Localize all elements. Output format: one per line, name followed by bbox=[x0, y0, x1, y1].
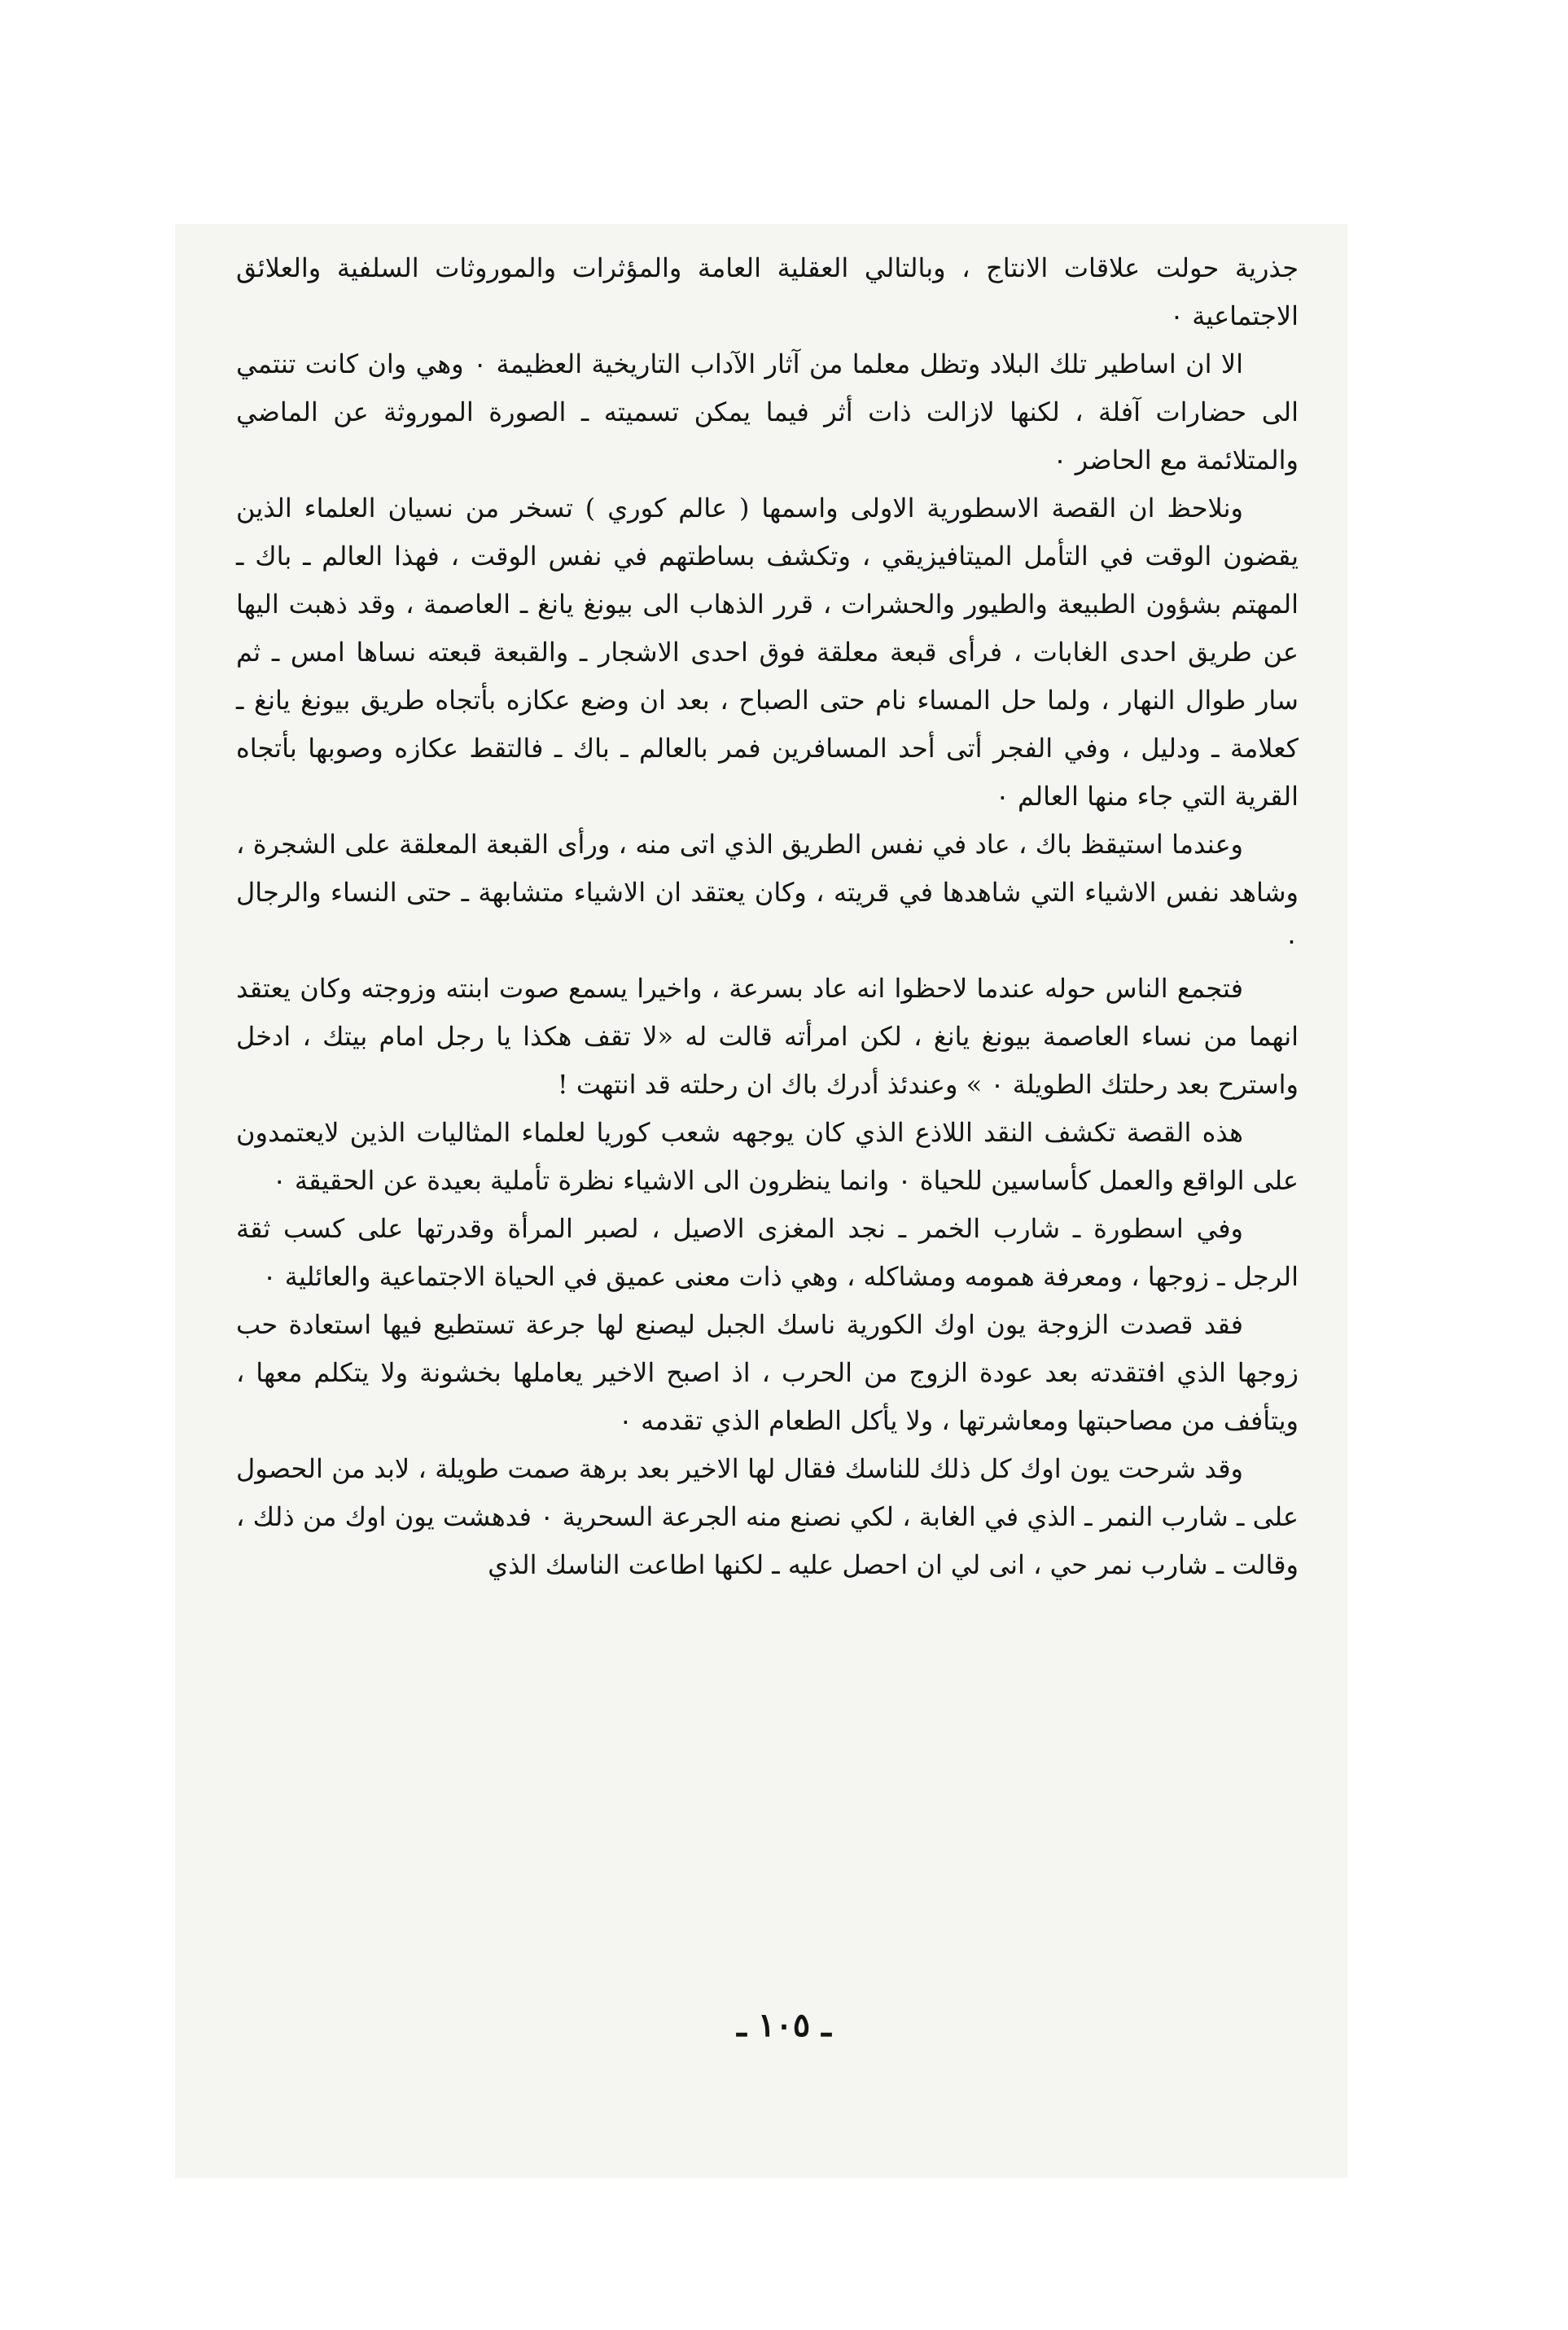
paragraph: وفي اسطورة ـ شارب الخمر ـ نجد المغزى الاصيل ، لصبر المرأة وقدرتها على كسب ثقة الرجل ـ زوجها ، ومعرفة همومه ومشاكله ، وهي ذات معنى عميق في الحياة الاجتماعية والعائلية ٠ bbox=[236, 1213, 1299, 1292]
paragraph: فتجمع الناس حوله عندما لاحظوا انه عاد بسرعة ، واخيرا يسمع صوت ابنته وزوجته وكان يعتقد انهما من نساء العاصمة بيونغ يانغ ، لكن امرأته قالت له «لا تقف هكذا يا رجل امام بيتك ، ادخل واسترح بعد رحلتك الطويلة ٠ » وعندئذ أدرك باك ان رحلته قد انتهت ! bbox=[236, 973, 1299, 1100]
paragraph: وقد شرحت يون اوك كل ذلك للناسك فقال لها الاخير بعد برهة صمت طويلة ، لابد من الحصول على ـ شارب النمر ـ الذي في الغابة ، لكي نصنع منه الجرعة السحرية ٠ فدهشت يون اوك من ذلك ، وقالت ـ شارب نمر حي ، انى لي ان احصل عليه ـ لكنها اطاعت الناسك الذي bbox=[236, 1453, 1299, 1580]
paragraph: ونلاحظ ان القصة الاسطورية الاولى واسمها ( عالم كوري ) تسخر من نسيان العلماء الذين يقضون الوقت في التأمل الميتافيزيقي ، وتكشف بساطتهم في نفس الوقت ، فهذا العالم ـ باك ـ المهتم بشؤون الطبيعة والطيور والحشرات ، قرر الذهاب الى بيونغ يانغ ـ العاصمة ، وقد ذهبت اليها عن طريق احدى الغابات ، فرأى قبعة معلقة فوق احدى الاشجار ـ والقبعة قبعته نساها امس ـ ثم سار طوال النهار ، ولما حل المساء نام حتى الصباح ، بعد ان وضع عكازه بأتجاه طريق بيونغ يانغ ـ كعلامة ـ ودليل ، وفي الفجر أتى أحد المسافرين فمر بالعالم ـ باك ـ فالتقط عكازه وصوبها بأتجاه القرية التي جاء منها العالم ٠ bbox=[236, 493, 1299, 812]
paragraph: الا ان اساطير تلك البلاد وتظل معلما من آثار الآداب التاريخية العظيمة ٠ وهي وان كانت تنتمي الى حضارات آفلة ، لكنها لازالت ذات أثر فيما يمكن تسميته ـ الصورة الموروثة عن الماضي والمتلائمة مع الحاضر ٠ bbox=[236, 348, 1299, 475]
page-number: ـ ١٠٥ ـ bbox=[737, 2006, 831, 2044]
paragraph: وعندما استيقظ باك ، عاد في نفس الطريق الذي اتى منه ، ورأى القبعة المعلقة على الشجرة ، وشاهد نفس الاشياء التي شاهدها في قريته ، وكان يعتقد ان الاشياء متشابهة ـ حتى النساء والرجال ٠ bbox=[236, 829, 1299, 956]
paragraph: جذرية حولت علاقات الانتاج ، وبالتالي العقلية العامة والمؤثرات والموروثات السلفية والعلائق الاجتماعية ٠ bbox=[236, 252, 1299, 331]
body-text bbox=[236, 244, 1299, 1589]
paragraph: هذه القصة تكشف النقد اللاذع الذي كان يوجهه شعب كوريا لعلماء المثاليات الذين لايعتمدون على الواقع والعمل كأساسين للحياة ٠ وانما ينظرون الى الاشياء نظرة تأملية بعيدة عن الحقيقة ٠ bbox=[236, 1117, 1299, 1196]
paragraph: فقد قصدت الزوجة يون اوك الكورية ناسك الجبل ليصنع لها جرعة تستطيع فيها استعادة حب زوجها الذي افتقدته بعد عودة الزوج من الحرب ، اذ اصبح الاخير يعاملها بخشونة ولا يتكلم معها ، ويتأفف من مصاحبتها ومعاشرتها ، ولا يأكل الطعام الذي تقدمه ٠ bbox=[236, 1309, 1299, 1436]
